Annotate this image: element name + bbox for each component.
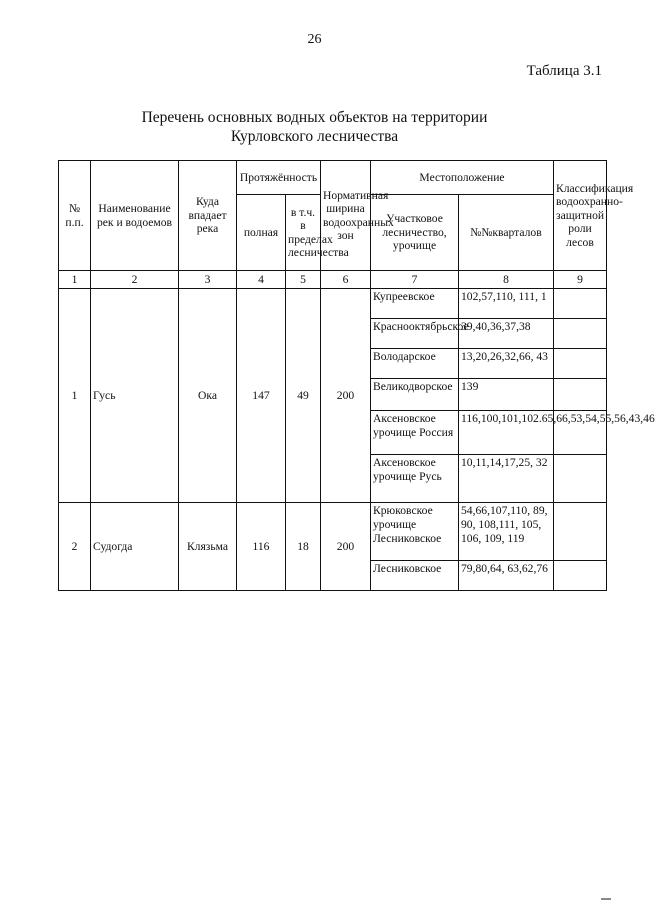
header-flows-into: Куда впадает река: [179, 161, 237, 271]
column-number: 5: [286, 271, 321, 289]
zone-width: 200: [321, 503, 371, 591]
district: Краснооктябрьское: [371, 319, 459, 349]
quarters: 54,66,107,110, 89, 90, 108,111, 105, 106, 109, 119: [459, 503, 554, 561]
classification-cell: [554, 503, 607, 561]
title-line-1: Перечень основных водных объектов на территории: [141, 109, 488, 126]
column-number-row: [59, 271, 607, 289]
table-caption: Таблица 3.1: [526, 63, 602, 79]
document-title: [0, 108, 629, 146]
header-num: № п.п.: [59, 161, 91, 271]
district: Аксеновское урочище Россия: [371, 411, 459, 455]
header-length: Протяжённость: [237, 161, 321, 195]
column-number: 2: [91, 271, 179, 289]
row-num: 2: [59, 503, 91, 591]
header-district: Участковое лесничество, урочище: [371, 195, 459, 271]
zone-width: 200: [321, 289, 371, 503]
length-in-forestry: 18: [286, 503, 321, 591]
row-num: 1: [59, 289, 91, 503]
quarters: 102,57,110, 111, 1: [459, 289, 554, 319]
column-number: 1: [59, 271, 91, 289]
district: Великодворское: [371, 379, 459, 411]
river-name: Судогда: [91, 503, 179, 591]
column-number: 7: [371, 271, 459, 289]
column-number: 9: [554, 271, 607, 289]
district: Крюковское урочище Лесниковское: [371, 503, 459, 561]
column-number: 8: [459, 271, 554, 289]
classification-cell: [554, 379, 607, 411]
quarters: 10,11,14,17,25, 32: [459, 455, 554, 503]
length-full: 147: [237, 289, 286, 503]
classification-cell: [554, 349, 607, 379]
classification-cell: [554, 455, 607, 503]
header-zone-width: Нормативная ширина водоохранных зон: [321, 161, 371, 271]
header-location: Местоположение: [371, 161, 554, 195]
column-number: 6: [321, 271, 371, 289]
district: Володарское: [371, 349, 459, 379]
flows-into: Клязьма: [179, 503, 237, 591]
quarters: 39,40,36,37,38: [459, 319, 554, 349]
header-name: Наименование рек и водоемов: [91, 161, 179, 271]
classification-cell: [554, 319, 607, 349]
classification-cell: [554, 289, 607, 319]
quarters: 13,20,26,32,66, 43: [459, 349, 554, 379]
page-number: 26: [307, 32, 322, 47]
water-bodies-table: [58, 160, 655, 591]
quarters: 79,80,64, 63,62,76: [459, 561, 554, 591]
header-classification: Классификация водоохранно-защитной роли лесов: [554, 161, 607, 271]
flows-into: Ока: [179, 289, 237, 503]
quarters: 139: [459, 379, 554, 411]
title-line-2: Курловского лесничества: [230, 128, 399, 145]
district: Купреевское: [371, 289, 459, 319]
header-length-in-forestry: в т.ч. в пределах лесничества: [286, 195, 321, 271]
scan-mark: [601, 898, 611, 900]
length-in-forestry: 49: [286, 289, 321, 503]
classification-cell: [554, 561, 607, 591]
quarters: 116,100,101,102.65,66,53,54,55,56,43,46: [459, 411, 554, 455]
length-full: 116: [237, 503, 286, 591]
district: Лесниковское: [371, 561, 459, 591]
header-quarters: №№кварталов: [459, 195, 554, 271]
column-number: 3: [179, 271, 237, 289]
river-name: Гусь: [91, 289, 179, 503]
district: Аксеновское урочище Русь: [371, 455, 459, 503]
table-row: [59, 503, 607, 561]
header-length-full: полная: [237, 195, 286, 271]
table-row: [59, 289, 607, 319]
column-number: 4: [237, 271, 286, 289]
